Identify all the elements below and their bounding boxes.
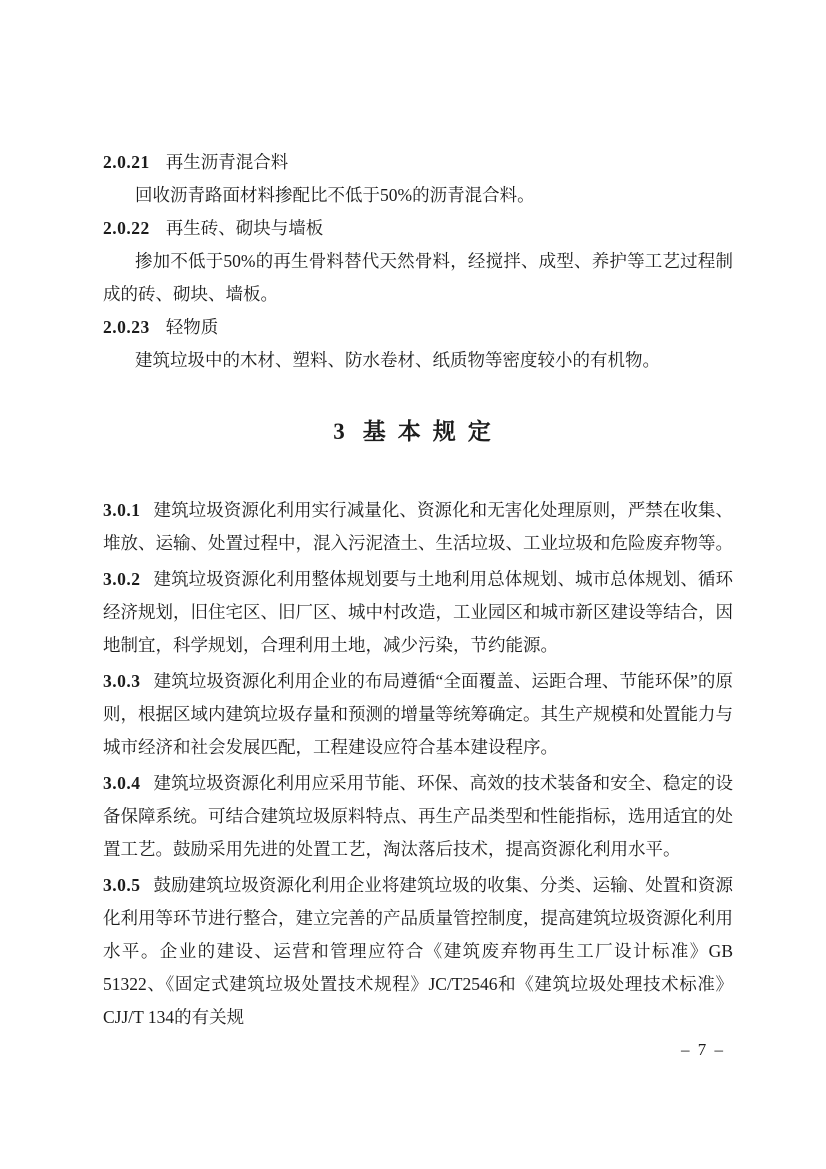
clause bbox=[103, 665, 733, 764]
clause-number: 3.0.3 bbox=[103, 671, 141, 691]
term-title: 再生砖、砌块与墙板 bbox=[165, 218, 324, 238]
term-number: 2.0.21 bbox=[103, 152, 150, 172]
clause-text: 鼓励建筑垃圾资源化利用企业将建筑垃圾的收集、分类、运输、处置和资源化利用等环节进行整合，建立完善的产品质量管控制度，提高建筑垃圾资源化利用水平。企业的建设、运营和管理应符合《建筑废弃物再生工厂设计标准》GB 51322、《固定式建筑垃圾处置技术规程》JC/T2546和《建筑垃圾处理技术标准》CJJ/T 134的有关规 bbox=[103, 875, 733, 1027]
term-number: 2.0.22 bbox=[103, 218, 150, 238]
clause-number: 3.0.4 bbox=[103, 773, 141, 793]
term-definition: 建筑垃圾中的木材、塑料、防水卷材、纸质物等密度较小的有机物。 bbox=[135, 350, 660, 370]
term-item bbox=[103, 212, 733, 311]
term-definition: 回收沥青路面材料掺配比不低于50%的沥青混合料。 bbox=[135, 185, 535, 205]
term-title: 轻物质 bbox=[165, 317, 219, 337]
clause-number: 3.0.5 bbox=[103, 875, 141, 895]
clause bbox=[103, 494, 733, 560]
clause-text: 建筑垃圾资源化利用实行减量化、资源化和无害化处理原则，严禁在收集、堆放、运输、处置过程中，混入污泥渣土、生活垃圾、工业垃圾和危险废弃物等。 bbox=[103, 500, 733, 553]
term-heading bbox=[103, 212, 733, 245]
term-item bbox=[103, 311, 733, 377]
term-heading bbox=[103, 311, 733, 344]
chapter-title: 基本规定 bbox=[362, 419, 503, 444]
clause bbox=[103, 563, 733, 662]
chapter-heading bbox=[103, 413, 733, 446]
page-content bbox=[103, 146, 733, 1037]
term-number: 2.0.23 bbox=[103, 317, 150, 337]
term-title: 再生沥青混合料 bbox=[165, 152, 289, 172]
clause bbox=[103, 767, 733, 866]
clause-text: 建筑垃圾资源化利用应采用节能、环保、高效的技术装备和安全、稳定的设备保障系统。可结合建筑垃圾原料特点、再生产品类型和性能指标，选用适宜的处置工艺。鼓励采用先进的处置工艺，淘汰落后技术，提高资源化利用水平。 bbox=[103, 773, 733, 859]
page-number: – 7 – bbox=[681, 1040, 725, 1059]
term-definition: 掺加不低于50%的再生骨料替代天然骨料，经搅拌、成型、养护等工艺过程制成的砖、砌块、墙板。 bbox=[103, 251, 733, 304]
clause-text: 建筑垃圾资源化利用企业的布局遵循“全面覆盖、运距合理、节能环保”的原则，根据区域内建筑垃圾存量和预测的增量等统筹确定。其生产规模和处置能力与城市经济和社会发展匹配，工程建设应符合基本建设程序。 bbox=[103, 671, 733, 757]
term-heading bbox=[103, 146, 733, 179]
clause-number: 3.0.2 bbox=[103, 569, 141, 589]
term-item bbox=[103, 146, 733, 212]
clause-number: 3.0.1 bbox=[103, 500, 141, 520]
clause-text: 建筑垃圾资源化利用整体规划要与土地利用总体规划、城市总体规划、循环经济规划，旧住宅区、旧厂区、城中村改造，工业园区和城市新区建设等结合，因地制宜，科学规划，合理利用土地，减少污染，节约能源。 bbox=[103, 569, 733, 655]
clause bbox=[103, 869, 733, 1034]
chapter-number: 3 bbox=[333, 419, 345, 444]
